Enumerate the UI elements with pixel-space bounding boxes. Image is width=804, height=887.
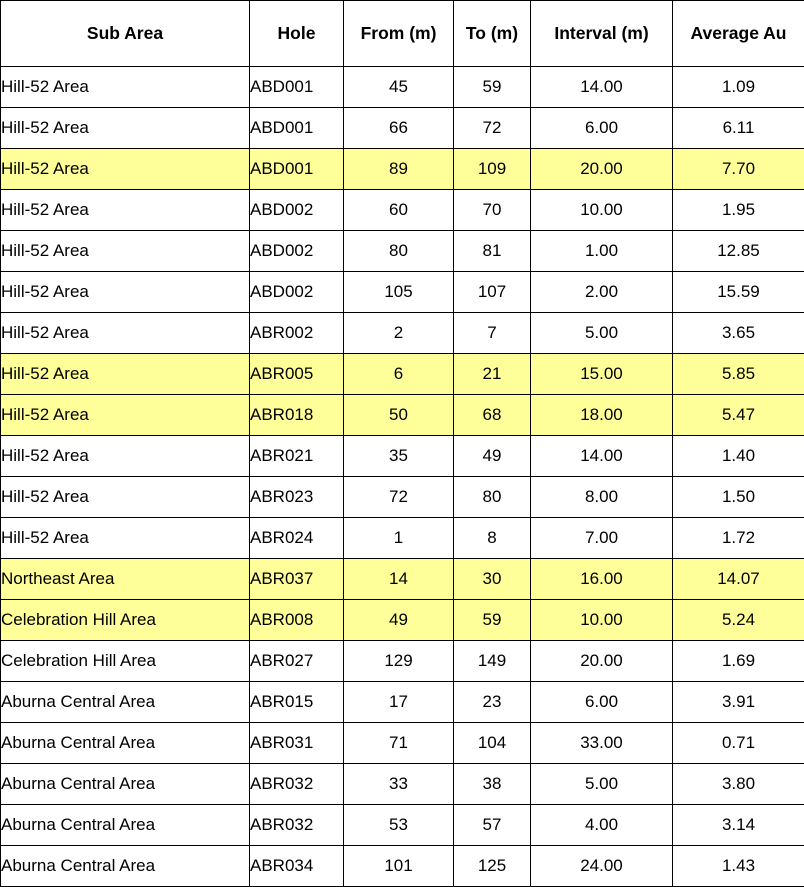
table-row xyxy=(1,764,804,805)
cell-sub-area: Hill-52 Area xyxy=(1,395,250,436)
cell-sub-area: Hill-52 Area xyxy=(1,518,250,559)
cell-sub-area: Aburna Central Area xyxy=(1,764,250,805)
cell-sub-area: Hill-52 Area xyxy=(1,436,250,477)
cell-interval: 1.00 xyxy=(531,231,673,272)
table-row xyxy=(1,108,804,149)
cell-to: 8 xyxy=(454,518,531,559)
cell-hole: ABR008 xyxy=(250,600,344,641)
cell-average-au: 15.59 xyxy=(673,272,804,313)
cell-to: 59 xyxy=(454,67,531,108)
cell-from: 72 xyxy=(344,477,454,518)
cell-average-au: 3.65 xyxy=(673,313,804,354)
cell-to: 109 xyxy=(454,149,531,190)
cell-interval: 18.00 xyxy=(531,395,673,436)
cell-average-au: 1.40 xyxy=(673,436,804,477)
cell-from: 33 xyxy=(344,764,454,805)
cell-from: 101 xyxy=(344,846,454,887)
cell-sub-area: Celebration Hill Area xyxy=(1,641,250,682)
cell-to: 21 xyxy=(454,354,531,395)
cell-hole: ABR024 xyxy=(250,518,344,559)
cell-sub-area: Aburna Central Area xyxy=(1,846,250,887)
cell-from: 60 xyxy=(344,190,454,231)
table-body xyxy=(1,67,804,887)
table-row xyxy=(1,395,804,436)
cell-sub-area: Northeast Area xyxy=(1,559,250,600)
table-row xyxy=(1,477,804,518)
table-row xyxy=(1,67,804,108)
cell-hole: ABR018 xyxy=(250,395,344,436)
table-row xyxy=(1,518,804,559)
column-header-from: From (m) xyxy=(344,1,454,67)
cell-interval: 14.00 xyxy=(531,436,673,477)
cell-interval: 24.00 xyxy=(531,846,673,887)
cell-from: 105 xyxy=(344,272,454,313)
cell-average-au: 1.43 xyxy=(673,846,804,887)
cell-hole: ABR002 xyxy=(250,313,344,354)
cell-sub-area: Celebration Hill Area xyxy=(1,600,250,641)
cell-interval: 14.00 xyxy=(531,67,673,108)
cell-sub-area: Aburna Central Area xyxy=(1,805,250,846)
cell-hole: ABR021 xyxy=(250,436,344,477)
cell-sub-area: Hill-52 Area xyxy=(1,67,250,108)
cell-to: 125 xyxy=(454,846,531,887)
cell-hole: ABR032 xyxy=(250,805,344,846)
cell-from: 2 xyxy=(344,313,454,354)
table-row xyxy=(1,805,804,846)
table-row xyxy=(1,436,804,477)
cell-sub-area: Hill-52 Area xyxy=(1,231,250,272)
cell-hole: ABD002 xyxy=(250,190,344,231)
table-row xyxy=(1,846,804,887)
cell-interval: 6.00 xyxy=(531,682,673,723)
cell-from: 80 xyxy=(344,231,454,272)
cell-hole: ABR027 xyxy=(250,641,344,682)
cell-interval: 5.00 xyxy=(531,764,673,805)
cell-hole: ABR031 xyxy=(250,723,344,764)
cell-hole: ABD002 xyxy=(250,231,344,272)
cell-sub-area: Hill-52 Area xyxy=(1,149,250,190)
cell-average-au: 5.47 xyxy=(673,395,804,436)
cell-interval: 33.00 xyxy=(531,723,673,764)
cell-sub-area: Hill-52 Area xyxy=(1,272,250,313)
cell-average-au: 3.14 xyxy=(673,805,804,846)
cell-to: 57 xyxy=(454,805,531,846)
cell-to: 38 xyxy=(454,764,531,805)
cell-average-au: 1.09 xyxy=(673,67,804,108)
cell-hole: ABD001 xyxy=(250,149,344,190)
cell-interval: 20.00 xyxy=(531,641,673,682)
cell-to: 80 xyxy=(454,477,531,518)
cell-interval: 16.00 xyxy=(531,559,673,600)
table-row xyxy=(1,641,804,682)
cell-to: 107 xyxy=(454,272,531,313)
cell-from: 35 xyxy=(344,436,454,477)
cell-from: 1 xyxy=(344,518,454,559)
cell-sub-area: Hill-52 Area xyxy=(1,477,250,518)
cell-to: 7 xyxy=(454,313,531,354)
cell-to: 23 xyxy=(454,682,531,723)
cell-from: 49 xyxy=(344,600,454,641)
cell-hole: ABR015 xyxy=(250,682,344,723)
cell-to: 81 xyxy=(454,231,531,272)
column-header-average-au: Average Au xyxy=(673,1,804,67)
cell-hole: ABR005 xyxy=(250,354,344,395)
cell-from: 50 xyxy=(344,395,454,436)
cell-interval: 15.00 xyxy=(531,354,673,395)
cell-sub-area: Hill-52 Area xyxy=(1,108,250,149)
cell-average-au: 1.69 xyxy=(673,641,804,682)
cell-average-au: 14.07 xyxy=(673,559,804,600)
cell-hole: ABR037 xyxy=(250,559,344,600)
cell-average-au: 1.50 xyxy=(673,477,804,518)
table-header xyxy=(1,1,804,67)
cell-to: 104 xyxy=(454,723,531,764)
cell-interval: 8.00 xyxy=(531,477,673,518)
cell-sub-area: Hill-52 Area xyxy=(1,354,250,395)
column-header-interval: Interval (m) xyxy=(531,1,673,67)
table-header-row xyxy=(1,1,804,67)
cell-average-au: 5.24 xyxy=(673,600,804,641)
table-row xyxy=(1,231,804,272)
table-row xyxy=(1,682,804,723)
cell-hole: ABR023 xyxy=(250,477,344,518)
cell-to: 59 xyxy=(454,600,531,641)
cell-from: 89 xyxy=(344,149,454,190)
cell-hole: ABD002 xyxy=(250,272,344,313)
cell-interval: 2.00 xyxy=(531,272,673,313)
cell-sub-area: Hill-52 Area xyxy=(1,190,250,231)
cell-average-au: 1.72 xyxy=(673,518,804,559)
cell-hole: ABD001 xyxy=(250,67,344,108)
cell-average-au: 0.71 xyxy=(673,723,804,764)
cell-interval: 10.00 xyxy=(531,190,673,231)
cell-from: 66 xyxy=(344,108,454,149)
column-header-hole: Hole xyxy=(250,1,344,67)
cell-from: 71 xyxy=(344,723,454,764)
table-row xyxy=(1,272,804,313)
cell-from: 17 xyxy=(344,682,454,723)
table-row xyxy=(1,723,804,764)
cell-average-au: 3.80 xyxy=(673,764,804,805)
cell-to: 30 xyxy=(454,559,531,600)
cell-average-au: 5.85 xyxy=(673,354,804,395)
cell-sub-area: Aburna Central Area xyxy=(1,682,250,723)
cell-from: 53 xyxy=(344,805,454,846)
cell-hole: ABR034 xyxy=(250,846,344,887)
cell-average-au: 6.11 xyxy=(673,108,804,149)
cell-interval: 6.00 xyxy=(531,108,673,149)
cell-to: 68 xyxy=(454,395,531,436)
cell-to: 49 xyxy=(454,436,531,477)
cell-to: 70 xyxy=(454,190,531,231)
cell-from: 6 xyxy=(344,354,454,395)
column-header-sub-area: Sub Area xyxy=(1,1,250,67)
cell-from: 129 xyxy=(344,641,454,682)
cell-sub-area: Aburna Central Area xyxy=(1,723,250,764)
cell-average-au: 12.85 xyxy=(673,231,804,272)
cell-hole: ABD001 xyxy=(250,108,344,149)
cell-interval: 7.00 xyxy=(531,518,673,559)
cell-interval: 20.00 xyxy=(531,149,673,190)
table-row xyxy=(1,149,804,190)
cell-interval: 10.00 xyxy=(531,600,673,641)
cell-hole: ABR032 xyxy=(250,764,344,805)
table-row xyxy=(1,190,804,231)
cell-to: 72 xyxy=(454,108,531,149)
cell-from: 45 xyxy=(344,67,454,108)
cell-sub-area: Hill-52 Area xyxy=(1,313,250,354)
cell-average-au: 7.70 xyxy=(673,149,804,190)
cell-to: 149 xyxy=(454,641,531,682)
cell-from: 14 xyxy=(344,559,454,600)
cell-interval: 5.00 xyxy=(531,313,673,354)
cell-average-au: 1.95 xyxy=(673,190,804,231)
cell-interval: 4.00 xyxy=(531,805,673,846)
column-header-to: To (m) xyxy=(454,1,531,67)
cell-average-au: 3.91 xyxy=(673,682,804,723)
table-row xyxy=(1,313,804,354)
table-row xyxy=(1,354,804,395)
table-row xyxy=(1,559,804,600)
table-row xyxy=(1,600,804,641)
